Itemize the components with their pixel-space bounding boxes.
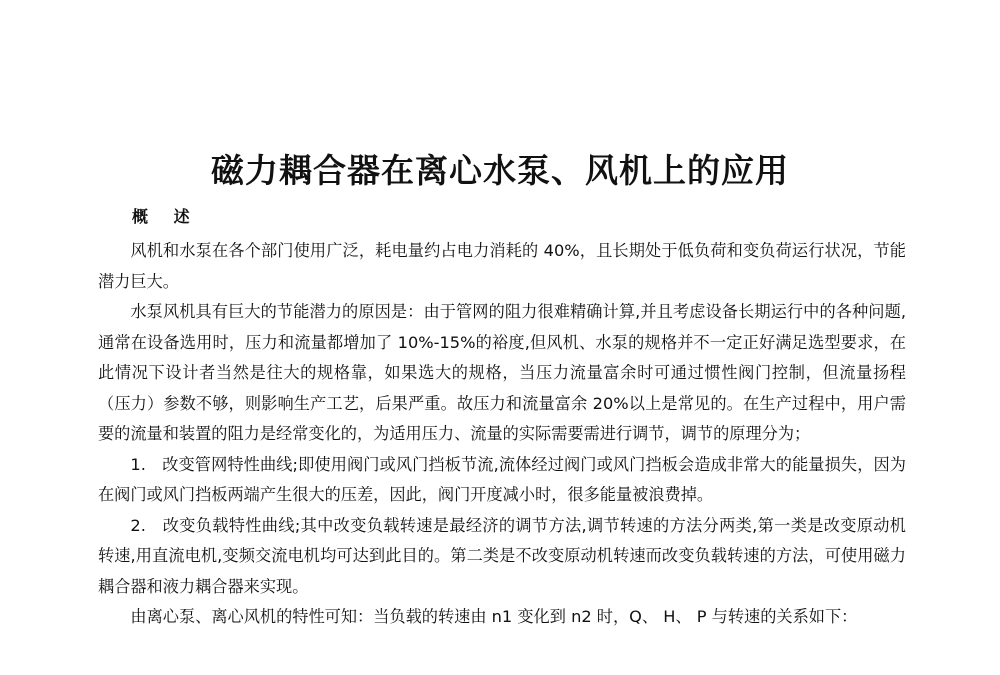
paragraph-5: 由离心泵、离心风机的特性可知：当负载的转速由 n1 变化到 n2 时，Q、 H、 P 与转速的关系如下：: [130, 607, 858, 626]
paragraph-3-list-item-1: 1. 改变管网特性曲线;即使用阀门或风门挡板节流,流体经过阀门或风门挡板会造成非常大的能量损失，因为在阀门或风门挡板两端产生很大的压差，因此，阀门开度减小时，很多能量被浪费掉。: [98, 454, 906, 504]
paragraph-1: 风机和水泵在各个部门使用广泛，耗电量约占电力消耗的 40%，且长期处于低负荷和变负荷运行状况，节能潜力巨大。: [98, 241, 906, 291]
paragraph-2: 水泵风机具有巨大的节能潜力的原因是：由于管网的阻力很难精确计算,并且考虑设备长期运行中的各种问题,通常在设备选用时，压力和流量都增加了 10%-15%的裕度,但风机、水泵的规格并不一定正好满足选型要求，在此情况下设计者当然是往大的规格靠，如果选大的规格，当压力流量富余时可通过惯性阀门控制，但流量扬程（压力）参数不够，则影响生产工艺，后果严重。故压力和流量富余 20%以上是常见的。在生产过程中，用户需要的流量和装置的阻力是经常变化的，为适用压力、流量的实际需要需进行调节，调节的原理分为；: [98, 302, 906, 443]
body-text: [98, 236, 906, 633]
paragraph-4-list-item-2: 2. 改变负载特性曲线;其中改变负载转速是最经济的调节方法,调节转速的方法分两类,第一类是改变原动机转速,用直流电机,变频交流电机均可达到此目的。第二类是不改变原动机转速而改变负载转速的方法，可使用磁力耦合器和液力耦合器来实现。: [98, 515, 906, 596]
section-heading-overview: 概 述: [132, 207, 200, 226]
document-title: 磁力耦合器在离心水泵、风机上的应用: [211, 151, 789, 190]
